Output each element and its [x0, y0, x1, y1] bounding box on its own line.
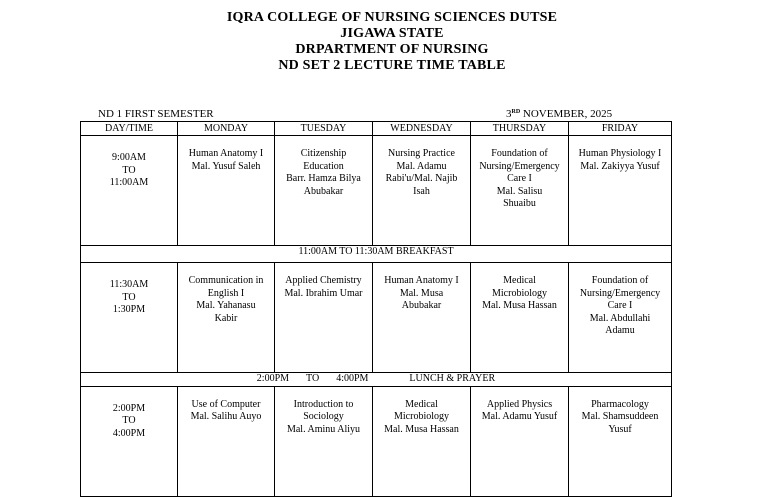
time-to: TO	[122, 291, 136, 303]
time-end: 1:30PM	[112, 304, 146, 315]
lecturer: Mal. Musa Hassan	[482, 300, 557, 311]
slot-row-1	[81, 136, 672, 246]
course-cell-wednesday	[373, 263, 471, 373]
time-to: TO	[122, 415, 136, 426]
course-title: Care I	[607, 300, 633, 311]
lecturer: Mal. Musa	[399, 287, 444, 299]
time-cell	[81, 263, 178, 373]
date-rest: NOVEMBER, 2025	[520, 108, 613, 120]
time-cell	[81, 386, 178, 496]
lecturer: Abubakar	[401, 300, 442, 311]
course-title: Nursing/Emergency	[479, 160, 560, 172]
course-title: Care I	[507, 173, 532, 184]
course-title: Introduction to	[293, 398, 354, 410]
date-label	[506, 108, 612, 120]
course-title: Use of Computer	[191, 398, 261, 410]
date-day: 3	[506, 108, 512, 120]
course-cell-thursday	[471, 386, 569, 496]
course-cell-tuesday	[275, 263, 373, 373]
lecturer: Mal. Yahanasu	[196, 300, 256, 311]
breakfast-label: 11:00AM TO 11:30AM BREAKFAST	[81, 246, 672, 263]
lecturer: Mal. Aminu Aliyu	[286, 423, 361, 435]
course-title: Sociology	[303, 411, 344, 422]
course-title: Medical	[405, 398, 438, 410]
course-title: Human Physiology I	[578, 148, 662, 159]
college-name: IQRA COLLEGE OF NURSING SCIENCES DUTSE	[226, 10, 558, 25]
course-title: Communication in	[188, 275, 264, 286]
lecturer: Mal. Salihu Auyo	[190, 411, 262, 422]
course-cell-tuesday	[275, 386, 373, 496]
course-cell-monday	[178, 263, 275, 373]
course-cell-tuesday	[275, 136, 373, 246]
time-start: 11:30AM	[109, 279, 149, 290]
course-cell-wednesday	[373, 386, 471, 496]
course-cell-monday	[178, 136, 275, 246]
course-title: Applied Physics	[486, 398, 553, 410]
slot-row-3	[81, 386, 672, 496]
course-title: Foundation of	[591, 275, 649, 286]
lecturer: Isah	[413, 185, 430, 197]
course-title: Nursing Practice	[388, 148, 455, 159]
course-title: Education	[303, 160, 344, 172]
course-title: Nursing/Emergency	[579, 287, 661, 299]
course-cell-friday	[569, 386, 672, 496]
department-name: DRPARTMENT OF NURSING	[295, 42, 489, 57]
lecturer: Shuaibu	[503, 198, 536, 209]
lecturer: Yusuf	[608, 423, 632, 435]
state-name: JIGAWA STATE	[340, 26, 444, 41]
lunch-row	[81, 373, 672, 387]
course-title: Microbiology	[394, 411, 449, 422]
column-header-thursday: THURSDAY	[471, 122, 569, 136]
course-title: Applied Chemistry	[285, 275, 362, 286]
document-header	[0, 10, 784, 74]
lecturer: Mal. Ibrahim Umar	[284, 287, 363, 299]
time-end: 4:00PM	[112, 427, 146, 439]
course-title: Medical	[503, 275, 536, 286]
course-cell-monday	[178, 386, 275, 496]
column-header-wednesday: WEDNESDAY	[373, 122, 471, 136]
lecturer: Barr. Hamza Bilya	[286, 173, 361, 184]
course-cell-wednesday	[373, 136, 471, 246]
slot-row-2	[81, 263, 672, 373]
lecturer: Mal. Shamsuddeen	[581, 411, 659, 422]
time-start: 9:00AM	[112, 152, 146, 163]
time-end: 11:00AM	[109, 177, 149, 188]
lecturer: Mal. Zakiyya Yusuf	[580, 160, 660, 172]
column-header-tuesday: TUESDAY	[275, 122, 373, 136]
column-header-monday: MONDAY	[178, 122, 275, 136]
lecturer: Abubakar	[303, 185, 344, 197]
course-cell-thursday	[471, 136, 569, 246]
course-title: Foundation of	[491, 148, 548, 159]
time-cell	[81, 136, 178, 246]
lecturer: Adamu	[605, 325, 635, 336]
lecturer: Mal. Musa Hassan	[384, 423, 459, 435]
lunch-title: LUNCH & PRAYER	[409, 373, 496, 384]
column-header-daytime: DAY/TIME	[81, 122, 178, 136]
lecturer: Mal. Adamu Yusuf	[481, 411, 558, 422]
lecturer: Mal. Adamu	[396, 160, 447, 172]
course-title: Citizenship	[300, 148, 347, 159]
timetable-title: ND SET 2 LECTURE TIME TABLE	[278, 58, 506, 73]
course-title: Human Anatomy I	[188, 148, 264, 159]
lunch-from: 2:00PM	[256, 373, 290, 384]
course-title: Pharmacology	[591, 398, 649, 410]
time-start: 2:00PM	[112, 402, 146, 414]
course-cell-friday	[569, 263, 672, 373]
lecturer: Mal. Yusuf Saleh	[191, 160, 261, 172]
timetable	[80, 121, 672, 497]
lecturer: Mal. Salisu	[496, 185, 543, 197]
lunch-label	[81, 373, 672, 387]
semester-label: ND 1 FIRST SEMESTER	[98, 108, 214, 120]
lecturer: Kabir	[214, 312, 238, 324]
course-title: Human Anatomy I	[384, 275, 459, 286]
column-header-friday: FRIDAY	[569, 122, 672, 136]
lunch-to-word: TO	[306, 373, 320, 384]
course-title: English I	[207, 287, 245, 299]
course-cell-thursday	[471, 263, 569, 373]
lecturer: Mal. Abdullahi	[589, 312, 651, 324]
lecturer: Rabi'u/Mal. Najib	[385, 173, 458, 184]
lunch-to: 4:00PM	[336, 373, 369, 384]
course-title: Microbiology	[492, 287, 547, 299]
header-row	[81, 122, 672, 136]
time-to: TO	[122, 164, 136, 176]
date-suffix: RD	[511, 109, 521, 115]
breakfast-row	[81, 246, 672, 263]
course-cell-friday	[569, 136, 672, 246]
